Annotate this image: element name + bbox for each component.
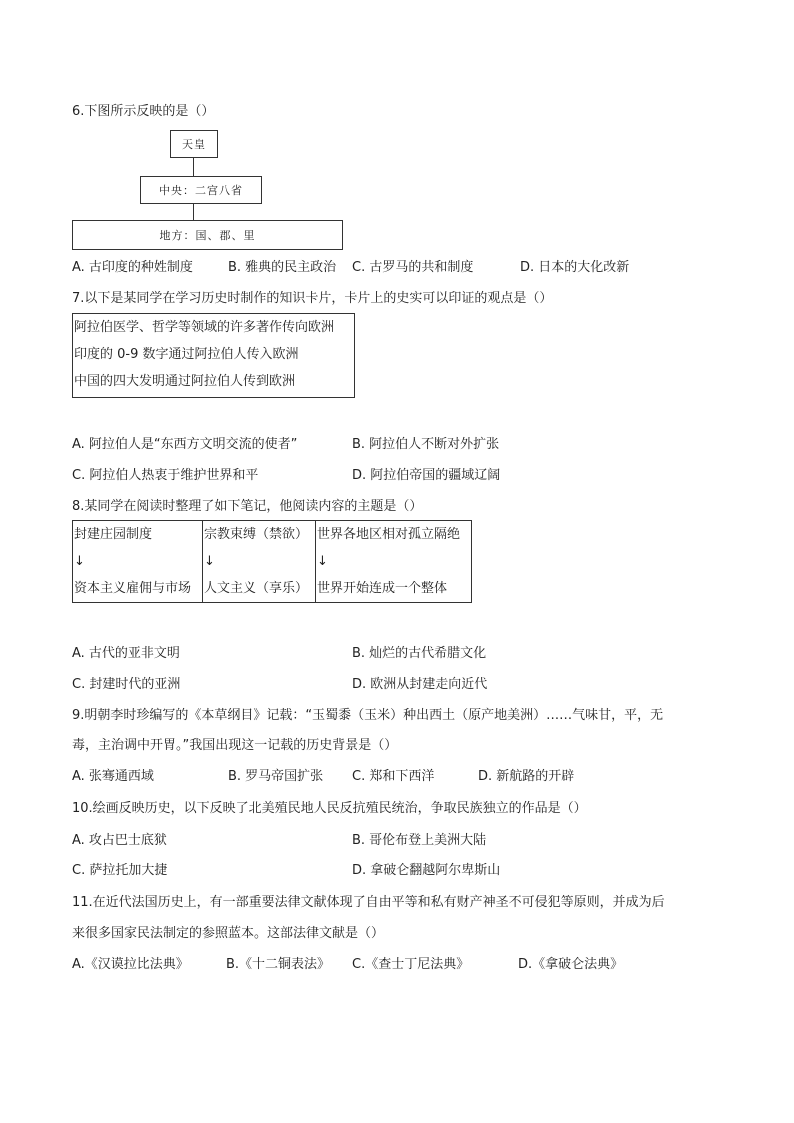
q7-option-c[interactable]: C. 阿拉伯人热衷于维护世界和平 bbox=[72, 468, 259, 483]
note-to: 人文主义（享乐） bbox=[204, 581, 309, 596]
q7-option-a[interactable]: A. 阿拉伯人是“东西方文明交流的使者” bbox=[72, 437, 298, 452]
q10-option-d[interactable]: D. 拿破仑翻越阿尔卑斯山 bbox=[352, 863, 501, 878]
q9-option-a[interactable]: A. 张骞通西域 bbox=[72, 769, 154, 784]
q7-option-b[interactable]: B. 阿拉伯人不断对外扩张 bbox=[352, 437, 500, 452]
q11-stem-line-2: 来很多国家民法制定的参照蓝本。这部法律文献是（） bbox=[72, 926, 385, 941]
q6-stem: 6.下图所示反映的是（） bbox=[72, 104, 215, 119]
notes-column bbox=[73, 521, 203, 603]
q8-notes-table bbox=[72, 520, 472, 603]
card-line: 印度的 0-9 数字通过阿拉伯人传入欧洲 bbox=[74, 347, 299, 362]
q10-stem: 10.绘画反映历史，以下反映了北美殖民地人民反抗殖民统治，争取民族独立的作品是（） bbox=[72, 801, 587, 816]
diagram-connector bbox=[193, 157, 194, 176]
q7-stem: 7.以下是某同学在学习历史时制作的知识卡片，卡片上的史实可以印证的观点是（） bbox=[72, 291, 553, 306]
arrow-down-icon: ↓ bbox=[204, 554, 215, 569]
note-to: 世界开始连成一个整体 bbox=[317, 581, 448, 596]
diagram-box-local: 地方：国、郡、里 bbox=[72, 220, 343, 250]
card-line: 阿拉伯医学、哲学等领域的许多著作传向欧洲 bbox=[74, 320, 335, 335]
q8-stem: 8.某同学在阅读时整理了如下笔记，他阅读内容的主题是（） bbox=[72, 499, 423, 514]
q6-option-d[interactable]: D. 日本的大化改新 bbox=[520, 260, 630, 275]
q11-stem-line-1: 11.在近代法国历史上，有一部重要法律文献体现了自由平等和私有财产神圣不可侵犯等原则，并成为后 bbox=[72, 895, 665, 910]
q7-knowledge-card bbox=[72, 313, 355, 398]
q10-option-b[interactable]: B. 哥伦布登上美洲大陆 bbox=[352, 833, 487, 848]
q6-option-c[interactable]: C. 古罗马的共和制度 bbox=[352, 260, 474, 275]
q6-option-b[interactable]: B. 雅典的民主政治 bbox=[228, 260, 337, 275]
notes-column bbox=[316, 521, 472, 603]
q9-stem-line-1: 9.明朝李时珍编写的《本草纲目》记载：“玉蜀黍（玉米）种出西土（原产地美洲）……气味甘，平，无 bbox=[72, 708, 664, 723]
card-line: 中国的四大发明通过阿拉伯人传到欧洲 bbox=[74, 374, 296, 389]
diagram-box-emperor: 天皇 bbox=[170, 130, 218, 158]
q9-stem-line-2: 毒，主治调中开胃。”我国出现这一记载的历史背景是（） bbox=[72, 738, 398, 753]
q7-option-d[interactable]: D. 阿拉伯帝国的疆域辽阔 bbox=[352, 468, 501, 483]
note-from: 宗教束缚（禁欲） bbox=[204, 527, 309, 542]
q10-option-c[interactable]: C. 萨拉托加大捷 bbox=[72, 863, 168, 878]
q10-option-a[interactable]: A. 攻占巴士底狱 bbox=[72, 833, 167, 848]
q11-option-d[interactable]: D.《拿破仑法典》 bbox=[518, 957, 624, 972]
q8-option-c[interactable]: C. 封建时代的亚洲 bbox=[72, 677, 181, 692]
note-to: 资本主义雇佣与市场 bbox=[74, 581, 192, 596]
notes-column bbox=[203, 521, 316, 603]
q9-option-b[interactable]: B. 罗马帝国扩张 bbox=[228, 769, 324, 784]
q8-option-b[interactable]: B. 灿烂的古代希腊文化 bbox=[352, 646, 487, 661]
q11-option-b[interactable]: B.《十二铜表法》 bbox=[226, 957, 331, 972]
diagram-connector bbox=[193, 203, 194, 220]
q9-option-d[interactable]: D. 新航路的开辟 bbox=[478, 769, 575, 784]
note-from: 封建庄园制度 bbox=[74, 527, 153, 542]
q6-option-a[interactable]: A. 古印度的种姓制度 bbox=[72, 260, 193, 275]
note-from: 世界各地区相对孤立隔绝 bbox=[317, 527, 461, 542]
q9-option-c[interactable]: C. 郑和下西洋 bbox=[352, 769, 435, 784]
arrow-down-icon: ↓ bbox=[317, 554, 328, 569]
q8-option-d[interactable]: D. 欧洲从封建走向近代 bbox=[352, 677, 488, 692]
diagram-box-central: 中央：二宫八省 bbox=[140, 176, 262, 204]
q8-option-a[interactable]: A. 古代的亚非文明 bbox=[72, 646, 180, 661]
arrow-down-icon: ↓ bbox=[74, 554, 85, 569]
q11-option-c[interactable]: C.《查士丁尼法典》 bbox=[352, 957, 470, 972]
q11-option-a[interactable]: A.《汉谟拉比法典》 bbox=[72, 957, 189, 972]
